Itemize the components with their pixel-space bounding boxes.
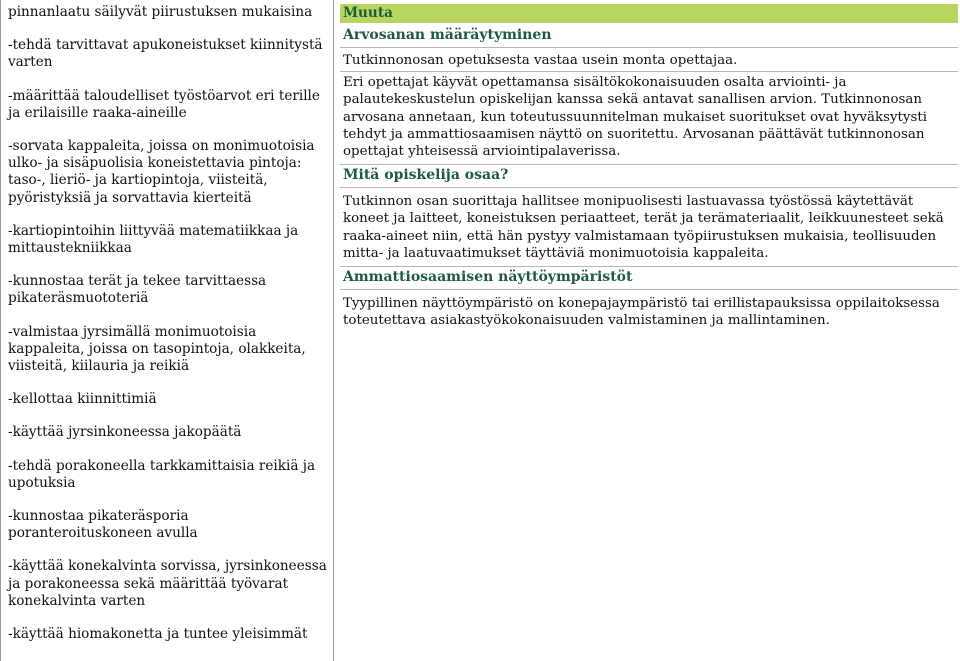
list-item: -kunnostaa pikateräsporia poranteroituskoneen avulla: [8, 508, 198, 542]
list-item: -tehdä porakoneella tarkkamittaisia reikiä ja upotuksia: [8, 457, 316, 491]
list-item: -kunnostaa terät ja tekee tarvittaessa pikateräsmuototeriä: [8, 273, 267, 307]
skills-body: Tutkinnon osan suorittaja hallitsee monipuolisesti lastuavassa työstössä käytettävät koneet ja laitteet, koneistuksen periaatteet, terät ja terämateriaalit, leikkuunesteet sekä raaka-aineet niin, että hän pystyy valmistamaan työpiirustuksen mukaisia, teollisuuden mitta- ja laatuvaatimukset täyttäviä monimuotoisia kappaleita.: [343, 194, 944, 261]
environment-heading: Ammattiosaamisen näyttöympäristöt: [340, 267, 958, 290]
list-item: -kartiopintoihin liittyvää matematiikkaa ja mittaustekniikkaa: [8, 222, 299, 257]
list-item: -sorvata kappaleita, joissa on monimuotoisia ulko- ja sisäpuolisia koneistettavia pintoja: taso-, lieriö- ja kartiopintoja, viisteitä, pyöristyksiä ja sorvattavia kierteitä: [8, 138, 315, 206]
skills-heading: Mitä opiskelija osaa?: [340, 165, 958, 188]
grading-heading: Arvosanan määräytyminen: [340, 25, 958, 48]
list-item: -valmistaa jyrsimällä monimuotoisia kappaleita, joissa on tasopintoja, olakkeita, viisteitä, kiilauria ja reikiä: [8, 323, 306, 375]
list-item: -kellottaa kiinnittimiä: [8, 391, 157, 408]
list-item: -käyttää konekalvinta sorvissa, jyrsinkoneessa ja porakoneessa sekä määrittää työvarat konekalvinta varten: [8, 558, 327, 609]
list-item: -käyttää hiomakonetta ja tuntee yleisimmät: [8, 626, 308, 643]
list-item: -tehdä tarvittavat apukoneistukset kiinnitystä varten: [8, 37, 323, 71]
skills-list-column: [0, 0, 334, 661]
list-item: pinnanlaatu säilyvät piirustuksen mukaisina: [8, 4, 313, 20]
section-title: Muuta: [340, 4, 958, 23]
list-item: -käyttää jyrsinkoneessa jakopäätä: [8, 424, 242, 441]
grading-intro: Tutkinnonosan opetuksesta vastaa usein monta opettajaa.: [343, 53, 738, 68]
environment-body: Tyypillinen näyttöympäristö on konepajaympäristö tai erillistapauksissa oppilaitoksessa toteutettava asiakastyökokonaisuuden valmistaminen ja mallintaminen.: [343, 296, 940, 329]
list-item: -määrittää taloudelliset työstöarvot eri terille ja erilaisille raaka-aineille: [8, 87, 320, 121]
grading-body: Eri opettajat käyvät opettamansa sisältökokonaisuuden osalta arviointi- ja palautekeskustelun opiskelijan kanssa sekä antavat sanallisen arvion. Tutkinnonosan arvosana annetaan, kun toteutussuunnitelman mukaiset suoritukset ovat hyväksytysti tehdyt ja ammattiosaamisen näyttö on suoritettu. Arvosanan päättävät tutkinnonosan opettajat yhteisessä arviointipalaverissa.: [343, 75, 927, 160]
info-column: [336, 0, 960, 661]
